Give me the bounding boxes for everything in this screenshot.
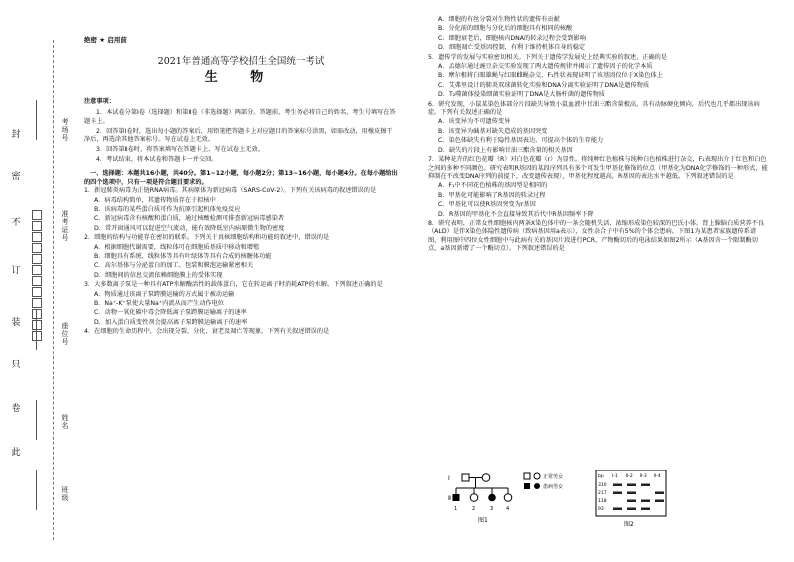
notice-heading: 注意事项： [84, 98, 115, 105]
question-option: C．细胞衰老后，细胞核内DNA的转录过程会受到影响 [438, 34, 586, 42]
write-line [36, 310, 37, 350]
question-option: B．细胞具有系统、线粒体等具有叶绿体等具有合成的核糖体功能 [94, 253, 272, 260]
question-option: B．该病毒的某些蛋白质可作为抗原引起机体免疫反应 [94, 205, 241, 213]
legend-male-affected [524, 483, 530, 489]
gel-electrophoresis [598, 473, 664, 512]
gel-band [613, 492, 622, 495]
question-option: C．动物一氧化碳中毒会降低离子泵跨膜运输离子的速率 [94, 309, 247, 317]
admission-number-boxes[interactable] [32, 210, 42, 342]
gel-lane-label: Ⅱ-4 [654, 474, 661, 479]
question-option: D．常开窗通风可以促进空气流动，能有效降低室内病原微生物的密度 [94, 224, 285, 232]
question-block [84, 187, 398, 233]
gel-band [613, 484, 622, 487]
gel-lane-label: Ⅰ-1 [612, 474, 618, 479]
individual-number: 1 [454, 506, 458, 512]
notice-item: 1．本试卷分第Ⅰ卷（选择题）和第Ⅱ卷（非选择题）两部分。答题前，考生务必将自己的姓名、考生号填写在答题卡上。 [84, 109, 396, 125]
question-option: B．该变异为碱基对缺失造成的基因突变 [438, 127, 548, 135]
seat-number-field[interactable]: 座位号 [61, 322, 69, 346]
question-block [428, 101, 768, 155]
gel-band [627, 508, 636, 511]
question-block [84, 234, 398, 280]
pedigree-female [482, 474, 490, 482]
question-option: A．根据细胞代谢需要，线粒体可在细胞质基质中移动和增殖 [94, 243, 260, 251]
pedigree-female [470, 494, 478, 502]
question-option: B．甲基化可能影响了R基因的转录过程 [438, 191, 546, 199]
question-option: C．染色体缺失有利于隐性基因表达，可提高个体的生存能力 [438, 137, 604, 145]
question-option: A．孟德尔通过豌豆杂交实验发现了两大遗传规律并揭示了遗传因子的化学本质 [438, 63, 653, 71]
question-option: B．摩尔根将白眼雄蝇与红眼雌蝇杂交，F₁性状表现证明了该基因仅位于X染色体上 [438, 72, 663, 80]
notice-block [84, 98, 398, 338]
seal-char: 不 [11, 218, 21, 228]
question-stem: 6．研究发现，小鼠某染色体部分片段缺失导致小鼠血液中甘油三酯含量极高，具有动脉硬化倾向，后代也几乎都出现该病症。下列有关叙述正确的是 [428, 100, 760, 117]
question-stem: 2．细胞的结构与功能存在密切的联系。下列关于真核细胞结构和功能的叙述中，错误的是 [84, 234, 330, 242]
gen-label: Ⅰ [448, 475, 450, 482]
gel-band-size: 310 [598, 483, 607, 488]
class-field[interactable]: 班级 [61, 486, 69, 502]
gen-label: Ⅱ [448, 495, 451, 502]
figure2-caption: 图2 [624, 521, 634, 528]
exam-title: 2021年普通高等学校招生全国统一考试 [157, 56, 325, 67]
question-option: C．高尔基体与分泌蛋白的加工、包装和膜泡运输紧密相关 [94, 262, 254, 270]
gel-band [655, 492, 664, 495]
gel-band [613, 508, 622, 511]
question-option: D．加入蛋白质变性剂会提高离子泵跨膜运输离子的速率 [94, 318, 248, 326]
pedigree-female [504, 494, 512, 502]
question-option: B．Na⁺-K⁺泵使大量Na⁺内流从而产生动作电位 [94, 300, 224, 308]
question-block [428, 16, 768, 53]
question-option: D．R基因的甲基化不会直接导致其后代中R基因频率下降 [438, 210, 594, 218]
notice-item: 2．回答第Ⅰ卷时，选出每小题的答案后，用铅笔把答题卡上对应题目的答案标号涂黑，如需改动，用橡皮擦干净后，再选涂其他答案标号。写在试卷上无效。 [84, 127, 393, 144]
question-option: D．T₂噬菌体侵染细菌实验证明了DNA是大肠杆菌的遗传物质 [438, 91, 605, 99]
pedigree-male [462, 474, 469, 481]
legend-male-normal [524, 473, 530, 479]
seal-char: 只 [11, 360, 21, 370]
question-block [84, 281, 398, 327]
question-stem: 5．遗传学的发展与实验密切相关。下列关于遗传学发展史上经典实验的叙述，正确的是 [428, 53, 668, 61]
individual-number: 3 [490, 506, 494, 512]
question-block [84, 328, 398, 336]
gel-band [641, 484, 650, 487]
individual-number: 4 [506, 506, 510, 512]
name-field[interactable]: 姓名 [61, 414, 69, 430]
question-block [428, 54, 768, 100]
individual-number: 2 [472, 506, 476, 512]
question-option: B．分化前的细胞与分化后的细胞具有相同的核酸 [438, 25, 573, 33]
figure-area [448, 470, 768, 550]
pedigree-and-gel [448, 470, 768, 550]
gel-band-size: 118 [598, 499, 607, 504]
question-option: C．新冠病毒含有核酸和蛋白质，通过核酸检测可排查新冠病毒感染者 [94, 215, 284, 223]
seal-char: 卷 [11, 404, 21, 414]
figure1-caption: 图1 [478, 517, 488, 524]
gel-band-size: 93 [598, 507, 604, 512]
question-option: A．物质通过该离子泵跨膜运输的方式属于被动运输 [94, 290, 235, 298]
gel-lane-label: Ⅱ-3 [640, 474, 647, 479]
pedigree-affected-male [453, 494, 460, 501]
question-option: C．艾弗里设计的肺炎双球菌转化实验和DNA分离实验证明了DNA是遗传物质 [438, 81, 650, 89]
legend-female-affected [534, 483, 540, 489]
seal-char: 封 [11, 130, 21, 140]
gel-band [655, 500, 664, 503]
legend-label: 患病男女 [543, 484, 564, 490]
seal-char: 装 [11, 318, 21, 328]
seal-char: 订 [11, 266, 21, 276]
right-questions [428, 16, 768, 255]
gel-lane-label: bp [598, 474, 604, 479]
question-stem: 3．大多数离子泵是一种具有ATP水解酶活性的载体蛋白，它在转运离子时消耗ATP的水解。下列叙述正确的是 [84, 281, 383, 289]
pedigree-affected-female [488, 494, 496, 502]
question-option: D．细胞间的信息交流依赖细胞膜上的受体实现 [94, 271, 223, 279]
seal-char: 密 [11, 172, 21, 182]
question-option: C．甲基化可以使R基因突变为r基因 [438, 201, 536, 209]
gel-band [627, 500, 636, 503]
notice-item: 3．回答第Ⅱ卷时，将答案填写在答题卡上，写在试卷上无效。 [96, 146, 264, 154]
write-line [36, 470, 37, 510]
question-option: D．缺失的片段上有影响甘油三酯含量的相关基因 [438, 146, 573, 154]
question-stem: 4．在细胞的生命历程中，会出现分裂、分化、衰老及凋亡等现象。下列有关叙述错误的是 [84, 328, 330, 336]
exam-room-field[interactable]: 考场号 [61, 118, 69, 142]
legend-label: 正常男女 [543, 474, 564, 480]
gel-lane-label: Ⅱ-2 [626, 474, 633, 479]
question-stem: 1．新冠肺炎病毒为正链RNA病毒。其病原体为新冠病毒（SARS-CoV-2）。下列有关该病毒的叙述错误的是 [84, 187, 377, 195]
question-option: A．该变异为不可遗传变异 [438, 118, 511, 126]
question-block [428, 220, 768, 254]
notice-item: 4．考试结束，将本试卷和答题卡一并交回。 [96, 155, 218, 163]
gel-band [641, 508, 650, 511]
binding-dashed-line [53, 40, 54, 540]
left-questions [84, 187, 398, 337]
gel-band [641, 500, 650, 503]
question-option: D．细胞凋亡受基因控制，有利于维持机体自身的稳定 [438, 44, 586, 52]
confidential-mark: 绝密 ★ 启用前 [84, 36, 127, 44]
write-line [36, 100, 37, 140]
section-one [84, 170, 398, 187]
question-block [428, 156, 768, 219]
gel-band [627, 492, 636, 495]
write-line [36, 400, 37, 440]
question-stem: 7．某种花卉的红色花瓣（R）对白色花瓣（r）为显性。将纯种红色植株与纯种白色植株进行杂交，F₁表现出介于红色和白色之间的多种不同颜色。研究表明R基因的某段序列具有多个可发生甲基化修饰的位点（甲基化为DNA化学修饰的一种形式，能抑制在不改变DNA序列的前提下，改变遗传表现），甲基化程度越高，R基因的表达水平越低。下列叙述错误的是 [428, 156, 768, 180]
admission-number-field[interactable]: 准考证号 [61, 210, 69, 242]
subject-title: 生 物 [204, 70, 278, 85]
question-option: A．病毒结构简单，其遗传物质存在于拟核中 [94, 196, 216, 204]
binding-strip [0, 0, 80, 562]
seal-char: 此 [11, 448, 21, 458]
section-heading: 一、选择题：本题共16小题，共40分。第1~12小题，每小题2分；第13~16小题，每小题4分。在每小题给出的四个选项中，只有一项是符合题目要求的。 [84, 170, 398, 186]
question-option: A．F₁中不同花色植株的基因型是相同的 [438, 182, 548, 190]
question-option: A．细胞的有丝分裂对生物性状的遗传有贡献 [438, 16, 560, 23]
gel-band-size: 217 [598, 491, 607, 496]
question-stem: 8．研究表明，正常女性细胞核内两条X染色体中的一条会随机失活，浓缩形成染色较深的巴氏小体。肾上腺脑白质营养不良（ALD）是伴X染色体隐性遗传病（致病基因用a表示），女性杂合子中有5%的个体会患病。下图1为某患者家族遗传系谱图，利用图中四位女性细胞中与此病有关的基因片段进行PCR，产物酶切后的电泳结果如图2所示（A基因含一个限制酶切点，a基因新增了一个酶切点）。下列叙述错误的是 [428, 219, 765, 253]
legend-female-normal [534, 473, 540, 479]
gel-band [627, 484, 636, 487]
